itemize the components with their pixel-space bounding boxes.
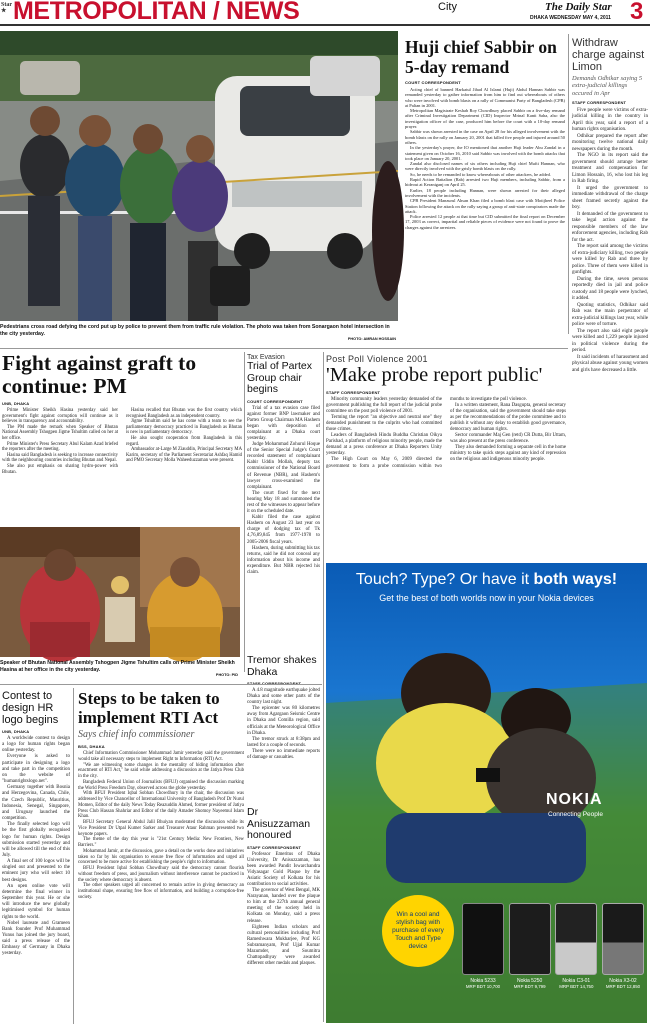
paragraph: It demanded of the government to take legal action against the responsible members of the law enforcement agencies, including Rab for the act.	[572, 210, 648, 243]
paragraph: They also demanded forming a separate cell in the home ministry to take quick steps against any kind of repression on the religious and indigenous minority people.	[450, 445, 566, 463]
paragraph: There were no immediate reports of damage or casualties.	[247, 748, 320, 761]
paragraph: Chief Information Commissioner Mohammad Jamir yesterday said the government would take all necessary steps to implement Right to Information (RTI) Act.	[78, 751, 244, 762]
phone-card[interactable]	[462, 903, 504, 1015]
paragraph: Nobel laureate and Grameen Bank founder Prof Muhammad Yunus has joined the jury board, said a press release of the Embassy of Germany in Dhaka yesterday.	[2, 920, 70, 957]
column-rule	[568, 34, 569, 334]
offer-badge: Win a cool and stylish bag with purchase of every Touch and Type device	[382, 895, 454, 967]
paragraph: A final set of 100 logos will be singled out and presented to the eminent jury who will select 10 best designs.	[2, 859, 70, 883]
limon-deck: Demands Odhikar saying 5 extra-judicial killings occured in Apr	[572, 75, 643, 97]
huji-article	[405, 37, 565, 347]
paragraph: Hashem, during submitting his tax returns, said he did not conceal any information about his income and expenditure. But NBR rejected his claim.	[247, 545, 320, 576]
paragraph: Eighteen Indian scholars and cultural personalities including Prof Rameshwara Mukharjee, Prof KG Subramanyam, Prof Ujjal Kumar Mazumder, and Soumitra Chattopadhyay were awarded different other medals and plaques.	[247, 924, 320, 967]
paragraph: A 4.8 magnitude earthquake jolted Dhaka and some other parts of the country last night.	[247, 688, 320, 706]
paragraph: She also put emphasis on sharing hydro-power with Bhutan.	[2, 463, 118, 475]
masthead	[0, 0, 650, 26]
paragraph: The other speakers urged all concerned to remain active in giving democracy an institutional shape, ensuring free flow of information, and building a corruption-free society.	[78, 883, 244, 900]
street-photo	[0, 31, 398, 321]
street-photo-caption: Pedestrians cross road defying the cord put up by police to prevent them from traffic rule violation. The photo was taken from Sonargaon hotel intersection in the city yesterday.	[0, 324, 390, 337]
paragraph: Trial of a tax evasion case filed against former BNP lawmaker and Partex Group Chairman MA Hashem began with deposition of complainant at a Dhaka court yesterday.	[247, 405, 320, 441]
phone-icon	[462, 903, 504, 975]
paragraph: Earlier, 18 people including Hannan, were shown arrested for their alleged involvement with the incidents.	[405, 187, 565, 198]
phone-card[interactable]	[509, 903, 551, 1015]
paragraph: During the time, seven persons reportedly died in jail and police custody and 18 people were lynched, it added.	[572, 275, 648, 302]
ad-headline-emph: both ways!	[533, 571, 618, 588]
paragraph: Five people were victims of extra-judicial killing in the country in April this year, said a report of a human rights organisation.	[572, 106, 648, 133]
paragraph: Police arrested 12 people at that time but CID submitted the final report on December 17, 2003 as correct, impartial and reliable pieces of evidence were not found to prove the charges against the arrestees.	[405, 214, 565, 230]
paragraph: Minority community leaders yesterday demanded of the government publishing the full report of the judicial probe committee on the post poll violence of 2001.	[326, 397, 442, 415]
paragraph: It said incidents of harassment and physical abuse against young women and girls have decreased a little.	[572, 353, 648, 373]
section-title: METROPOLITAN / NEWS	[13, 0, 300, 25]
graft-byline: UNB, DHAKA	[2, 401, 30, 406]
probe-article	[326, 354, 566, 554]
bhutan-photo	[0, 527, 240, 657]
nokia-logo: NOKIA	[546, 791, 603, 808]
anisuzzaman-body	[247, 852, 320, 968]
paragraph: Zandal also disclosed names of six others including Huji chief Mufti Hannan, who were directly involved with the grisly bomb blasts on the rally.	[405, 161, 565, 172]
phone-icon	[602, 903, 644, 975]
anisuzzaman-byline: STAFF CORRESPONDENT	[247, 844, 302, 850]
horizontal-rule	[0, 684, 322, 685]
paragraph: The report said among the victims of extra-judiciary killing, two people were killed by Rab and three by police. Three of them were killed in gunfights.	[572, 243, 648, 276]
column-rule	[323, 352, 324, 1022]
limon-headline: Withdraw charge against Limon	[572, 37, 645, 73]
bhutan-photo-credit: PHOTO: PID	[215, 673, 238, 677]
bhutan-photo-caption: Speaker of Bhutan National Assembly Tshogpen Jigme Tshultim calls on Prime Minister Sheikh Hasina at her office in the city yesterday.	[0, 660, 235, 673]
paragraph: The NGO in its report said the government should arrange better treatment and compensation for Limon Hossain, 16, who lost his leg in Rab firing.	[572, 152, 648, 185]
paragraph: In the yesterday's prayer, the IO mentioned that another Huji leader Abu Zandal in a statement given on October 16, 2010 said Sabbir was involved with the bomb attacks that took place on January 20, 2001.	[405, 145, 565, 161]
paragraph: Odhikar prepared the report after monitoring twelve national daily newspapers during the month.	[572, 132, 648, 152]
phone-icon	[509, 903, 551, 975]
partex-byline: COURT CORRESPONDENT	[247, 398, 303, 404]
limon-article	[572, 37, 648, 567]
huji-headline: Huji chief Sabbir on 5-day remand	[405, 37, 557, 77]
paragraph: CPB President Manzurul Ahsan Khan filed a bomb blast case with Motijheel Police Station following the attack on the rally saying a group of anti-state conspirators made the attack.	[405, 198, 565, 214]
phone-card[interactable]	[602, 903, 644, 1015]
limon-byline: STAFF CORRESPONDENT	[572, 99, 627, 105]
rti-article	[78, 690, 244, 1026]
paragraph: Acting chief of banned Harkatul Jihad Al Islami (Huji) Abdul Hannan Sabbir was remanded yesterday to gather information from him to find out whereabouts of others who were involved with bomb blasts on a rally of Communist Party of Bangladesh (CPB) at Paltan in 2001.	[405, 87, 565, 108]
column-rule	[73, 688, 74, 1024]
paragraph: BFUJ President Iqbal Sobhan Chowdhury said the democracy cannot flourish without freedom of press, and journalism without interference cannot be practiced in the society where democracy is absent.	[78, 866, 244, 883]
paragraph: It urged the government to immediate withdrawal of the charge sheet framed secretly against the boy.	[572, 184, 648, 211]
graft-body	[2, 408, 242, 526]
probe-byline: STAFF CORRESPONDENT	[326, 390, 381, 395]
paragraph: Hasina said Bangladesh is seeking to increase connectivity with the neighbouring countries including Bhutan and Nepal.	[2, 452, 118, 464]
paragraph: Germany together with Bosnia and Herzegovina, Canada, Chile, the Czech Republic, Mauritius, Indonesia, Senegal, Singapore, and Uruguay launched the competition.	[2, 785, 70, 822]
contest-headline: Contest to design HR logo begins	[2, 690, 59, 726]
phone-price: MRP BDT 12,850	[605, 984, 641, 989]
nokia-tagline: Connecting People	[548, 811, 603, 818]
paragraph: Jigme Tshultim said he has come with a team to see the parliamentary democracy practiced in Bangladesh as Bhutan is new in parliamentary democracy.	[126, 419, 242, 436]
contest-article	[2, 690, 70, 1026]
column-rule	[244, 352, 245, 672]
paragraph: Terming the report "an objective and neutral one" they demanded punishment to the culprits who had committed those crimes.	[326, 415, 442, 433]
quake-article	[247, 654, 320, 761]
paper-name: The Daily Star	[545, 1, 612, 13]
page-number: 3	[630, 0, 644, 25]
ad-headline-part: Touch? Type? Or have it	[355, 571, 534, 588]
paragraph: Mohammad Jamir, at the discussion, gave a detail on the works done and initiatives taken so far by his organisation to ensure free flow of information and urged all concerned to be more active for establishing the people's right to information.	[78, 848, 244, 866]
paragraph: Sabbir was shown arrested in the case on April 28 for his alleged involvement with the bomb blasts on the rally on January 20, 2001 that killed five people and injured around 50 others.	[405, 129, 565, 145]
phone-name: Nokia C3-01	[562, 978, 591, 984]
paragraph: The High Court on May 6, 2009 directed the government to form a probe commission within two months to investigate the poll violence.	[326, 397, 527, 469]
nokia-ad[interactable]	[326, 563, 647, 1023]
paragraph: Sector commander Maj Gen (retd) CR Dutta, Bir Uttam, was also present at the press conference.	[450, 433, 566, 445]
contest-body	[2, 736, 70, 958]
rti-headline: Steps to be taken to implement RTI Act	[78, 689, 220, 727]
paragraph: The finally selected logo will be the first globally recognised logo for human rights. Design submission started yesterday and will be allowed till the end of this July.	[2, 822, 70, 858]
paragraph: Bangladesh Federal Union of Journalists (BFUJ) organised the discussion marking the World Press Freedom Day, observed across the globe yesterday.	[78, 779, 244, 791]
section-logo-icon: Star ★	[1, 2, 12, 14]
quake-body	[247, 688, 320, 761]
quake-headline: Tremor shakes Dhaka	[247, 654, 317, 678]
paragraph: The epicenter was 80 kilometres away from Agargaon Seismic Centre in Dhaka and Comilla region, said officials at the Meteorological Office in Dhaka.	[247, 706, 320, 736]
paragraph: With BFUJ President Iqbal Sobhan Chowdhury in the chair, the discussion was addressed by Vice Chancellor of International University of Bangladesh Prof Dr Nurul Momen, Editor of the daily News Today Reazuddin Ahmed, former president of Jatiya Press Club Hassan Shahriar and Editor of the daily Amader Shomoy Nayeemul Islam Khan.	[78, 791, 244, 820]
partex-body	[247, 406, 320, 577]
phone-price: MRP BDT 10,700	[465, 984, 501, 989]
paragraph: Everyone is asked to participate in designing a logo and take part in the competition on the website of "humanrightslogo.net".	[2, 754, 70, 785]
paragraph: "We are witnessing some changes in the mentality of hiding information after enactment of RTI Act," he said while addressing a discussion at the Jatiya Press Club in the city.	[78, 762, 244, 779]
contest-byline: UNB, DHAKA	[2, 729, 30, 734]
phone-icon	[555, 903, 597, 975]
paragraph: The court fixed for the next hearing May 18 and summoned the rest of the witnesses to appear before it on the scheduled date.	[247, 490, 320, 515]
phone-price: MRP BDT 9,799	[513, 984, 546, 989]
paragraph: Ambassador at-Large M Ziauddin, Principal Secretary MA Karim, secretary of the Parliament Secretariat Ashfaq Hamid and PMO Secretary Molla Waheeduzzaman were present.	[126, 447, 242, 464]
graft-headline: Fight against graft to continue: PM	[2, 351, 197, 398]
paragraph: Professor Emeritus of Dhaka University, Dr Anisuzzaman, has been awarded Pandit Iswarchandra Vidyasagar Gold Plaque by the Asiatic Society of Kolkata for his contribution to social activities.	[247, 851, 320, 887]
paragraph: The PM made the remark when Speaker of Bhutan National Assembly Tshogpen Jigme Tshultim called on her at her office.	[2, 424, 118, 441]
limon-body	[572, 107, 648, 374]
anisuzzaman-headline: Dr Anisuzzaman honoured	[247, 806, 311, 841]
paragraph: In a written statement, Rana Dasgupta, general secretary of the organisation, said the government should take steps as per the recommendations of the probe committee and to publish it without any delay to establish good governance, democracy and human rights.	[450, 403, 566, 433]
rti-body	[78, 751, 244, 901]
paragraph: BFUJ Secretary General Abdul Jalil Bhuiyan moderated the discussion while its Vice President Dr Utpal Kumer Sarker and Treasurer Ataur Rahman presented two keynote papers.	[78, 820, 244, 837]
paragraph: The tremor struck at 8:38pm and lasted for a couple of seconds.	[247, 736, 320, 748]
paragraph: Rapid Action Battalion (Rab) arrested two Huji members, including Sabbir, from a hideout at Keraniganj on April 25.	[405, 177, 565, 188]
graft-article	[2, 352, 242, 527]
paragraph: Kabir filed the case against Hashem on August 23 last year on charge of dodging tax of Tk 4,76,89,845 from 1977-1978 to 2005-2006 fiscal years.	[247, 515, 320, 545]
partex-article	[247, 354, 320, 650]
partex-kicker: Tax Evasion	[247, 354, 285, 361]
dateline: DHAKA WEDNESDAY MAY 4, 2011	[530, 15, 611, 21]
huji-byline: COURT CORRESPONDENT	[405, 80, 461, 85]
ad-subline: Get the best of both worlds now in your Nokia devices	[379, 593, 594, 603]
paragraph: Quoting statistics, Odhikar said Rab was the main perpetrator of extra-judicial killings last year, while police were of torture.	[572, 301, 648, 328]
paragraph: An open online vote will determine the final winner in September this year. He or she will introduce the new globally legitimised symbol for human rights to the world.	[2, 883, 70, 920]
rti-deck: Says chief info commissioner	[78, 729, 195, 740]
huji-body	[405, 87, 565, 230]
rti-byline: BSS, DHAKA	[78, 744, 105, 749]
anisuzzaman-article	[247, 807, 320, 1026]
paragraph: A worldwide contest to design a logo for human rights began online yesterday.	[2, 736, 70, 754]
paragraph: Prime Minister's Press Secretary Abul Kalam Azad briefed the reporters after the meeting.	[2, 441, 118, 453]
phone-name: Nokia 5233	[470, 978, 496, 984]
phone-card[interactable]	[555, 903, 597, 1015]
street-photo-image	[0, 31, 398, 321]
probe-kicker: Post Poll Violence 2001	[326, 354, 428, 364]
partex-headline: Trial of Partex Group chair begins	[247, 360, 312, 395]
bhutan-photo-image	[0, 527, 240, 657]
paragraph: So, he needs to be remanded to know whereabouts of other attackers, he added.	[410, 171, 551, 177]
probe-body	[326, 397, 566, 547]
paragraph: Prime Minister Sheikh Hasina yesterday said her government's fight against corruption will continue as it believes in transparency and accountability.	[2, 408, 118, 425]
paragraph: Hasina recalled that Bhutan was the first country which recognised Bangladesh as an independent country.	[126, 408, 242, 419]
paragraph: The governor of West Bengal, MK Narayanan, handed over the plaque to him at the 227th annual general meeting of the society held in Kolkata on Monday, said a press release.	[247, 888, 320, 924]
paragraph: He also sought cooperation from Bangladesh in this regard.	[126, 435, 242, 447]
phone-name: Nokia X3-02	[609, 978, 637, 984]
street-photo-credit: PHOTO: AMRAN HOSSAIN	[347, 337, 396, 341]
paragraph: The report also said eight people were killed and 1,229 people injured in political violence during the period.	[572, 327, 648, 354]
paragraph: Leaders of Bangladesh Hindu Buddha Christian Oikya Parishad, a platform of religious minority people, made the demand at a press conference at Dhaka Reporters Unity yesterday.	[326, 433, 442, 457]
probe-headline: 'Make probe report public'	[326, 364, 543, 386]
paragraph: The theme of the day this year is "21st Century Media: New Frontiers, New Barriers."	[78, 837, 244, 848]
phone-price: MRP BDT 14,750	[559, 984, 594, 989]
paragraph: Judge Mohammad Zohurul Hoque of the Senior Special Judge's Court recorded statement of complainant Kabir Uddin Mollah, deputy tax commissioner of the National Board of Revenue (NBR), and Hashem's lawyer cross-examined the complainant.	[247, 442, 320, 490]
region-label: City	[438, 1, 457, 13]
horizontal-rule	[0, 348, 568, 349]
paragraph: Metropolitan Magistrate Keshab Roy Chowdhury placed Sabbir on a five-day remand after Criminal Investigation Department (CID) Inspector Mrinal Kanti Saha, also the investigation officer of the case, produced him before the court with a 10-day remand prayer.	[405, 108, 565, 130]
phone-lineup	[462, 903, 644, 1015]
phone-name: Nokia 5250	[517, 978, 543, 984]
